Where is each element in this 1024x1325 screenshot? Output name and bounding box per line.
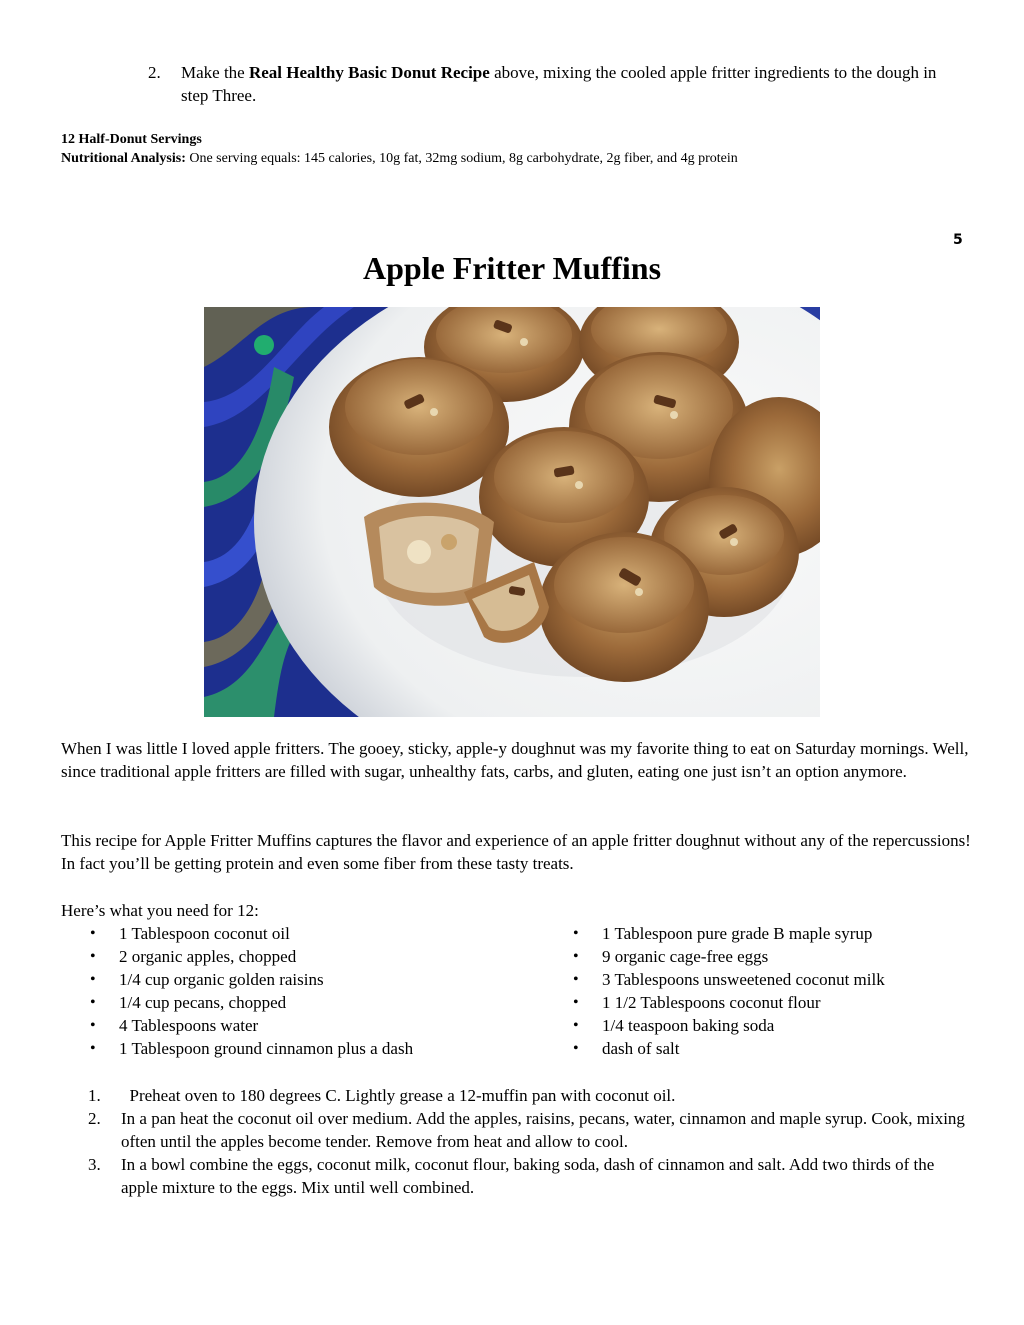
list-item: • 1 Tablespoon coconut oil (90, 922, 413, 945)
step-text: Preheat oven to 180 degrees C. Lightly grease a 12-muffin pan with coconut oil. (121, 1086, 676, 1105)
intro-paragraph: When I was little I loved apple fritters. The gooey, sticky, apple-y doughnut was my favorite thing to eat on Saturday mornings. Well, since traditional apple fritters are filled with sugar, unhealthy fats, carbs, and gluten, eating one just isn’t an option anymore. (61, 739, 969, 781)
list-item: • 2 organic apples, chopped (90, 945, 413, 968)
recipe-title: Apple Fritter Muffins (362, 250, 662, 286)
nutrition-analysis (61, 150, 738, 167)
step-number: 2. (148, 63, 161, 82)
list-item: • 1 1/2 Tablespoons coconut flour (573, 991, 885, 1014)
servings-heading: 12 Half-Donut Servings (61, 132, 202, 147)
list-item: • 1/4 teaspoon baking soda (573, 1014, 885, 1037)
ingredients-heading: Here’s what you need for 12: (61, 901, 259, 920)
step-number: 3. (88, 1155, 101, 1174)
ingredients-list-right (573, 922, 885, 1060)
page-number: 5 (953, 232, 963, 248)
method-step (88, 1107, 968, 1153)
list-item: • 1/4 cup pecans, chopped (90, 991, 413, 1014)
list-item: • 1/4 cup organic golden raisins (90, 968, 413, 991)
list-item: • 1 Tablespoon ground cinnamon plus a dash (90, 1037, 413, 1060)
step-number: 2. (88, 1109, 101, 1128)
list-item: • dash of salt (573, 1037, 885, 1060)
list-item: • 9 organic cage-free eggs (573, 945, 885, 968)
step-text: In a pan heat the coconut oil over medium. Add the apples, raisins, pecans, water, cinnamon and maple syrup. Cook, mixing often until the apples become tender. Remove from heat and allow to cool. (121, 1109, 965, 1151)
list-item: • 4 Tablespoons water (90, 1014, 413, 1037)
method-steps (88, 1084, 968, 1199)
step-text: In a bowl combine the eggs, coconut milk, coconut flour, baking soda, dash of cinnamon and salt. Add two thirds of the apple mixture to the eggs. Mix until well combined. (121, 1155, 935, 1197)
list-item: • 3 Tablespoons unsweetened coconut milk (573, 968, 885, 991)
list-item: • 1 Tablespoon pure grade B maple syrup (573, 922, 885, 945)
description-paragraph: This recipe for Apple Fritter Muffins captures the flavor and experience of an apple fritter doughnut without any of the repercussions! In fact you’ll be getting protein and even some fiber from these tasty treats. (61, 831, 971, 873)
muffins-photo-illustration (204, 307, 820, 717)
method-step (88, 1084, 968, 1107)
nutrition-text: One serving equals: 145 calories, 10g fat, 32mg sodium, 8g carbohydrate, 2g fiber, and 4g protein (185, 151, 738, 166)
step-number: 1. (88, 1086, 101, 1105)
muffins-photo (204, 307, 820, 717)
ingredients-list-left (90, 922, 413, 1060)
step-text: Make the Real Healthy Basic Donut Recipe above, mixing the cooled apple fritter ingredients to the dough in step Three. (181, 63, 937, 105)
method-step (88, 1153, 968, 1199)
nutrition-label: Nutritional Analysis: (61, 151, 186, 166)
recipe-link-text: Real Healthy Basic Donut Recipe (248, 63, 490, 82)
